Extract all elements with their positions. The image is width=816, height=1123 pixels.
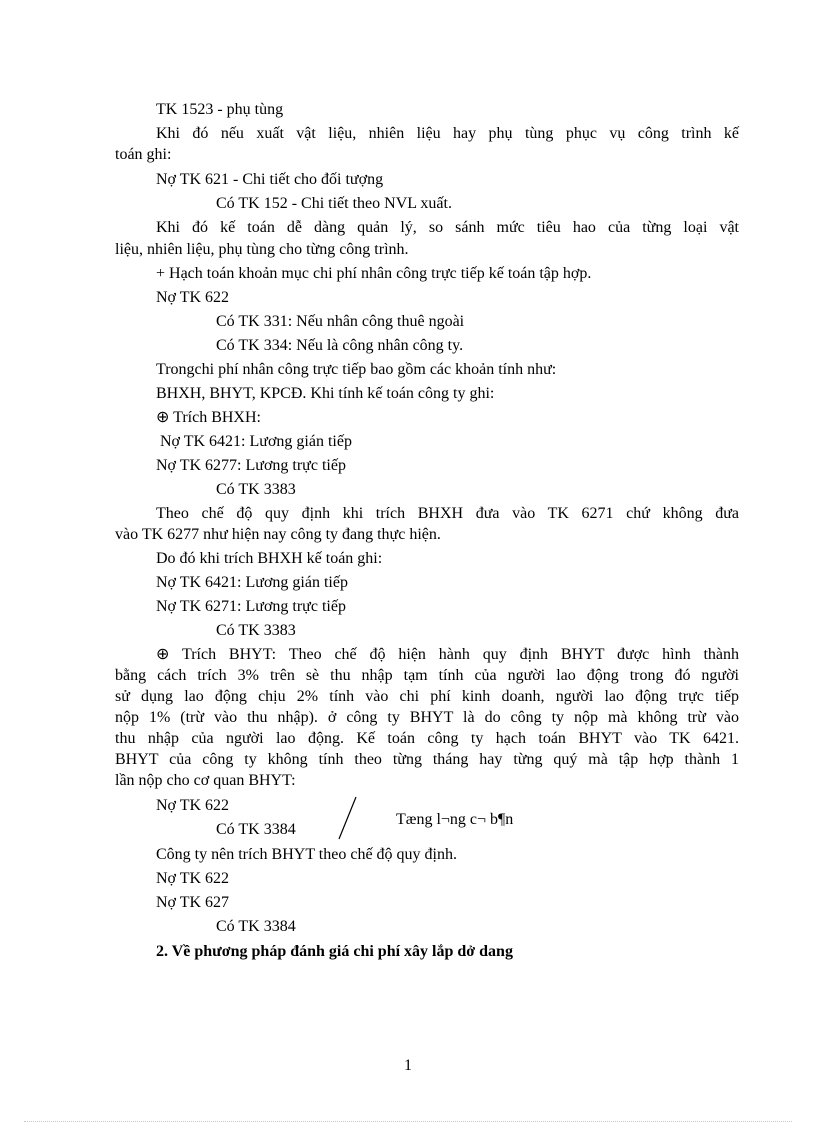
text-line: lần nộp cho cơ quan BHYT: <box>115 772 296 789</box>
text-line: Có TK 334: Nếu là công nhân công ty. <box>216 337 464 354</box>
text-line: Nợ TK 6421: Lương gián tiếp <box>156 574 348 591</box>
text-line: Nợ TK 627 <box>156 894 230 911</box>
section-heading: 2. Về phương pháp đánh giá chi phí xây lắp dở dang <box>156 943 513 960</box>
text-line: liệu, nhiên liệu, phụ tùng cho từng công trình. <box>115 241 409 258</box>
text-line: BHYT của công ty không tính theo từng tháng hay từng quý mà tập hợp thành 1 <box>115 751 739 768</box>
text-line: Có TK 152 - Chi tiết theo NVL xuất. <box>216 195 452 212</box>
annotation-text: Tæng l¬ng c¬ b¶n <box>396 811 514 828</box>
text-line: Nợ TK 622 <box>156 870 230 887</box>
text-line: Khi đó kế toán dễ dàng quản lý, so sánh mức tiêu hao của từng loại vật <box>156 219 739 236</box>
text-line: Có TK 3384 <box>216 918 296 935</box>
text-line: Có TK 3383 <box>216 481 296 498</box>
text-line: nộp 1% (trừ vào thu nhập). ở công ty BHYT là do công ty nộp mà không trừ vào <box>115 709 739 726</box>
text-line: Có TK 3383 <box>216 622 296 639</box>
text-line: Do đó khi trích BHXH kế toán ghi: <box>156 550 383 567</box>
text-line: sử dụng lao động chịu 2% tính vào chi phí kinh doanh, người lao động trực tiếp <box>115 688 739 705</box>
text-line: Nợ TK 622 <box>156 289 230 306</box>
diagonal-slash <box>336 795 360 841</box>
text-line: BHXH, BHYT, KPCĐ. Khi tính kế toán công ty ghi: <box>156 385 495 402</box>
text-line: Nợ TK 6271: Lương trực tiếp <box>156 598 346 615</box>
text-line: bằng cách trích 3% trên sè thu nhập tạm tính của người lao động trong đó người <box>115 667 739 684</box>
text-line: Nợ TK 6277: Lương trực tiếp <box>156 457 346 474</box>
text-line: toán ghi: <box>115 146 172 163</box>
text-line: vào TK 6277 như hiện nay công ty đang thực hiện. <box>115 526 441 543</box>
text-line: Khi đó nếu xuất vật liệu, nhiên liệu hay phụ tùng phục vụ công trình kế <box>156 125 739 142</box>
text-line: thu nhập của người lao động. Kế toán công ty hạch toán BHYT vào TK 6421. <box>115 730 739 747</box>
text-line: Nợ TK 6421: Lương gián tiếp <box>160 433 352 450</box>
page-bottom-divider <box>24 1121 792 1122</box>
text-line: TK 1523 - phụ tùng <box>156 101 284 118</box>
text-line: Theo chế độ quy định khi trích BHXH đưa vào TK 6271 chứ không đưa <box>156 505 739 522</box>
text-line: Trongchi phí nhân công trực tiếp bao gồm các khoản tính như: <box>156 361 557 378</box>
text-line: ⊕ Trích BHYT: Theo chế độ hiện hành quy định BHYT được hình thành <box>156 646 739 663</box>
text-line: Có TK 331: Nếu nhân công thuê ngoài <box>216 313 465 330</box>
text-line: Nợ TK 622 <box>156 797 230 814</box>
text-line: Công ty nên trích BHYT theo chế độ quy định. <box>156 846 457 863</box>
text-line: Có TK 3384 <box>216 821 296 838</box>
text-line: ⊕ Trích BHXH: <box>156 409 261 426</box>
page-number: 1 <box>404 1057 412 1074</box>
text-line: + Hạch toán khoản mục chi phí nhân công trực tiếp kế toán tập hợp. <box>156 265 592 282</box>
text-line: Nợ TK 621 - Chi tiết cho đối tượng <box>156 171 384 188</box>
